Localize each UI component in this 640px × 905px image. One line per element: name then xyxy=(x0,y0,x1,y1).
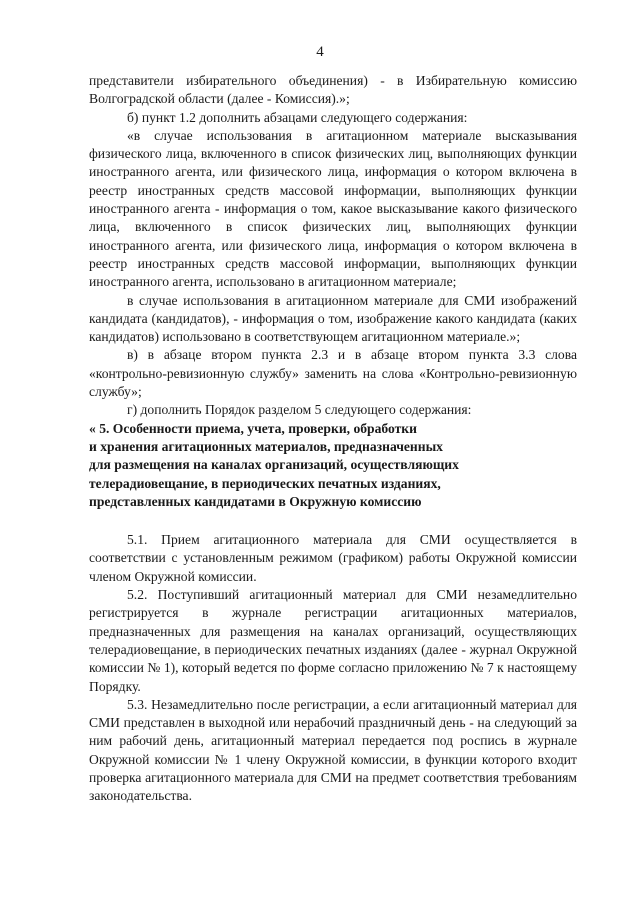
section-heading xyxy=(89,420,577,511)
paragraph-top-5: г) дополнить Порядок разделом 5 следующего содержания: xyxy=(127,402,472,418)
paragraph-top-3: в случае использования в агитационном материале для СМИ изображений кандидата (кандидатов), - информация о том, изображение какого кандидата (каких кандидатов) использовано в соответствующем агитационном материале.»; xyxy=(89,292,577,345)
section-heading-line-3: телерадиовещание, в периодических печатных изданиях, xyxy=(89,475,441,491)
document-body xyxy=(89,72,577,806)
section-heading-line-1: и хранения агитационных материалов, предназначенных xyxy=(89,438,443,454)
paragraph-top-1: б) пункт 1.2 дополнить абзацами следующего содержания: xyxy=(127,109,468,125)
page-number: 4 xyxy=(316,44,324,60)
section-heading-line-0: « 5. Особенности приема, учета, проверки, обработки xyxy=(89,420,417,436)
paragraph-top-0: представители избирательного объединения) - в Избирательную комиссию Волгоградской области (далее - Комиссия).»; xyxy=(89,73,577,107)
paragraph-5-3: 5.3. Незамедлительно после регистрации, а если агитационный материал для СМИ представлен в выходной или нерабочий праздничный день - на следующий за ним рабочий день, агитационный материал передается под роспись в журнале Окружной комиссии № 1 члену Окружной комиссии, в функции которого входит проверка агитационного материала для СМИ на предмет соответствия требованиям законодательства. xyxy=(89,696,577,804)
paragraph-5-1: 5.1. Прием агитационного материала для СМИ осуществляется в соответствии с установленным режимом (графиком) работы Окружной комиссии членом Окружной комиссии. xyxy=(89,532,577,584)
section-heading-line-4: представленных кандидатами в Окружную комиссию xyxy=(89,493,422,509)
paragraph-top-4: в) в абзаце втором пункта 2.3 и в абзаце втором пункта 3.3 слова «контрольно-ревизионную службу» заменить на слова «Контрольно-ревизионную службу»; xyxy=(89,347,577,400)
paragraph-top-2: «в случае использования в агитационном материале высказывания физического лица, включенного в список физических лиц, выполняющих функции иностранного агента, или физического лица, информация о котором включена в реестр иностранных средств массовой информации, выполняющих функции иностранного агента - информация о том, какое высказывание какого физического лица, включенного в список физических лиц, выполняющих функции иностранного агента, или физического лица, информация о котором включена в реестр иностранных средств массовой информации, выполняющих функции иностранного агента, использовано в агитационном материале; xyxy=(89,127,577,290)
section-gap xyxy=(89,511,577,531)
paragraph-5-2: 5.2. Поступивший агитационный материал для СМИ незамедлительно регистрируется в журнале регистрации агитационных материалов, предназначенных для размещения на каналах организаций, осуществляющих телерадиовещание, в периодических печатных изданиях (далее - журнал Окружной комиссии № 1), который ведется по форме согласно приложению № 7 к настоящему Порядку. xyxy=(89,587,577,694)
section-heading-line-2: для размещения на каналах организаций, осуществляющих xyxy=(89,457,459,473)
